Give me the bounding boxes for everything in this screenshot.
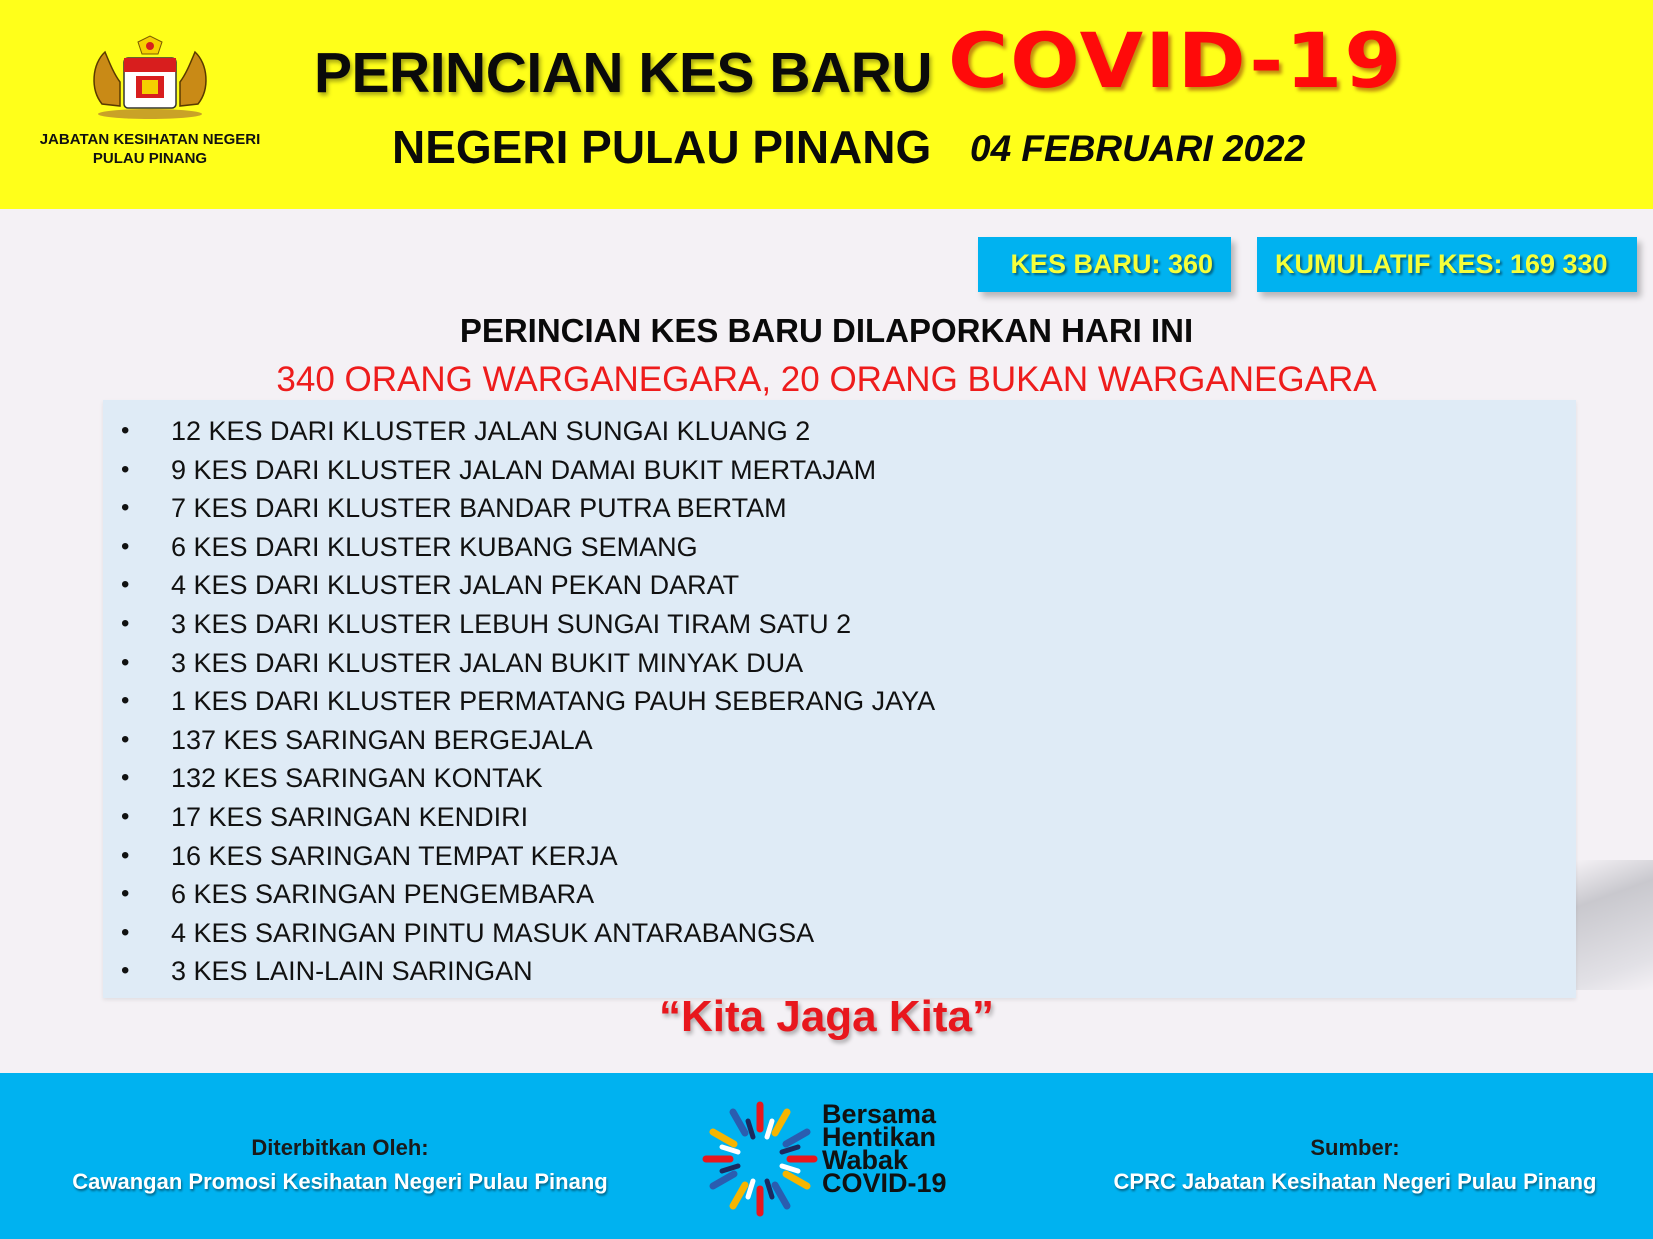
covid-title: COVID-19 — [948, 18, 1404, 106]
list-item — [103, 721, 1576, 760]
list-item — [103, 798, 1576, 837]
publisher-name: Cawangan Promosi Kesihatan Negeri Pulau Pinang — [72, 1169, 608, 1194]
report-date: 04 FEBRUARI 2022 — [970, 128, 1306, 169]
source-block — [1085, 1131, 1625, 1199]
list-item — [103, 914, 1576, 953]
campaign-line-4: COVID-19 — [822, 1168, 947, 1198]
list-item-text: 17 KES SARINGAN KENDIRI — [171, 801, 529, 832]
list-item-text: 7 KES DARI KLUSTER BANDAR PUTRA BERTAM — [171, 493, 787, 524]
bullet-icon: • — [121, 880, 130, 908]
cumulative-cases-badge: KUMULATIF KES: 169 330 — [1257, 237, 1637, 292]
bullet-icon: • — [121, 802, 130, 830]
campaign-line-1: Bersama — [822, 1099, 937, 1129]
bullet-icon: • — [121, 494, 130, 522]
covid-burst-icon — [700, 1099, 820, 1219]
list-item — [103, 528, 1576, 567]
bullet-icon: • — [121, 648, 130, 676]
list-item-text: 3 KES DARI KLUSTER LEBUH SUNGAI TIRAM SATU 2 — [171, 608, 852, 639]
list-item-text: 1 KES DARI KLUSTER PERMATANG PAUH SEBERANG JAYA — [171, 686, 936, 717]
campaign-line-2: Hentikan — [822, 1122, 937, 1152]
list-item — [103, 644, 1576, 683]
case-breakdown-panel — [103, 400, 1576, 998]
details-heading: PERINCIAN KES BARU DILAPORKAN HARI INI — [459, 312, 1194, 349]
list-item-text: 132 KES SARINGAN KONTAK — [171, 763, 543, 794]
campaign-text — [822, 1099, 947, 1198]
panel-shadow — [1576, 860, 1653, 990]
publisher-block — [30, 1131, 650, 1199]
campaign-logo — [700, 1099, 970, 1219]
list-item-text: 6 KES DARI KLUSTER KUBANG SEMANG — [171, 531, 698, 562]
bullet-icon: • — [121, 764, 130, 792]
list-item — [103, 451, 1576, 490]
list-item-text: 12 KES DARI KLUSTER JALAN SUNGAI KLUANG 2 — [171, 416, 811, 446]
list-item — [103, 837, 1576, 876]
bullet-icon: • — [121, 687, 130, 715]
bullet-icon: • — [121, 609, 130, 637]
list-item — [103, 682, 1576, 721]
state-subtitle: NEGERI PULAU PINANG — [392, 121, 932, 173]
list-item-text: 4 KES SARINGAN PINTU MASUK ANTARABANGSA — [171, 917, 815, 948]
new-cases-badge: KES BARU: 360 — [978, 237, 1231, 292]
list-item-text: 3 KES DARI KLUSTER JALAN BUKIT MINYAK DUA — [171, 647, 804, 678]
bullet-icon: • — [121, 455, 130, 483]
department-name — [20, 130, 280, 168]
department-line-1: JABATAN KESIHATAN NEGERI — [39, 131, 261, 148]
list-item-text: 137 KES SARINGAN BERGEJALA — [171, 724, 593, 755]
list-item — [103, 566, 1576, 605]
bullet-icon: • — [121, 571, 130, 599]
slogan: “Kita Jaga Kita” — [659, 992, 994, 1041]
bullet-icon: • — [121, 918, 130, 946]
bullet-icon: • — [121, 417, 130, 444]
coat-of-arms-icon — [80, 34, 220, 120]
department-line-2: PULAU PINANG — [92, 150, 208, 167]
list-item — [103, 605, 1576, 644]
list-item-text: 9 KES DARI KLUSTER JALAN DAMAI BUKIT MERTAJAM — [171, 454, 877, 485]
publisher-label: Diterbitkan Oleh: — [251, 1135, 429, 1160]
footer-banner — [0, 1073, 1653, 1239]
list-item-text: 3 KES LAIN-LAIN SARINGAN — [171, 956, 533, 987]
list-item-text: 4 KES DARI KLUSTER JALAN PEKAN DARAT — [171, 570, 740, 601]
list-item — [103, 875, 1576, 914]
header-banner — [0, 0, 1653, 209]
bullet-icon: • — [121, 841, 130, 869]
list-item — [103, 759, 1576, 798]
bullet-icon: • — [121, 957, 130, 985]
list-item-text: 16 KES SARINGAN TEMPAT KERJA — [171, 840, 618, 871]
citizenship-summary: 340 ORANG WARGANEGARA, 20 ORANG BUKAN WARGANEGARA — [276, 360, 1377, 399]
source-label: Sumber: — [1310, 1135, 1400, 1160]
bullet-icon: • — [121, 532, 130, 560]
list-item-text: 6 KES SARINGAN PENGEMBARA — [171, 879, 595, 910]
list-item — [103, 952, 1576, 991]
list-item — [103, 489, 1576, 528]
list-item — [103, 412, 1576, 451]
bullet-icon: • — [121, 725, 130, 753]
source-name: CPRC Jabatan Kesihatan Negeri Pulau Pinang — [1113, 1169, 1597, 1194]
page-title: PERINCIAN KES BARU — [314, 41, 933, 105]
campaign-line-3: Wabak — [822, 1145, 909, 1175]
case-breakdown-list — [103, 400, 1576, 991]
